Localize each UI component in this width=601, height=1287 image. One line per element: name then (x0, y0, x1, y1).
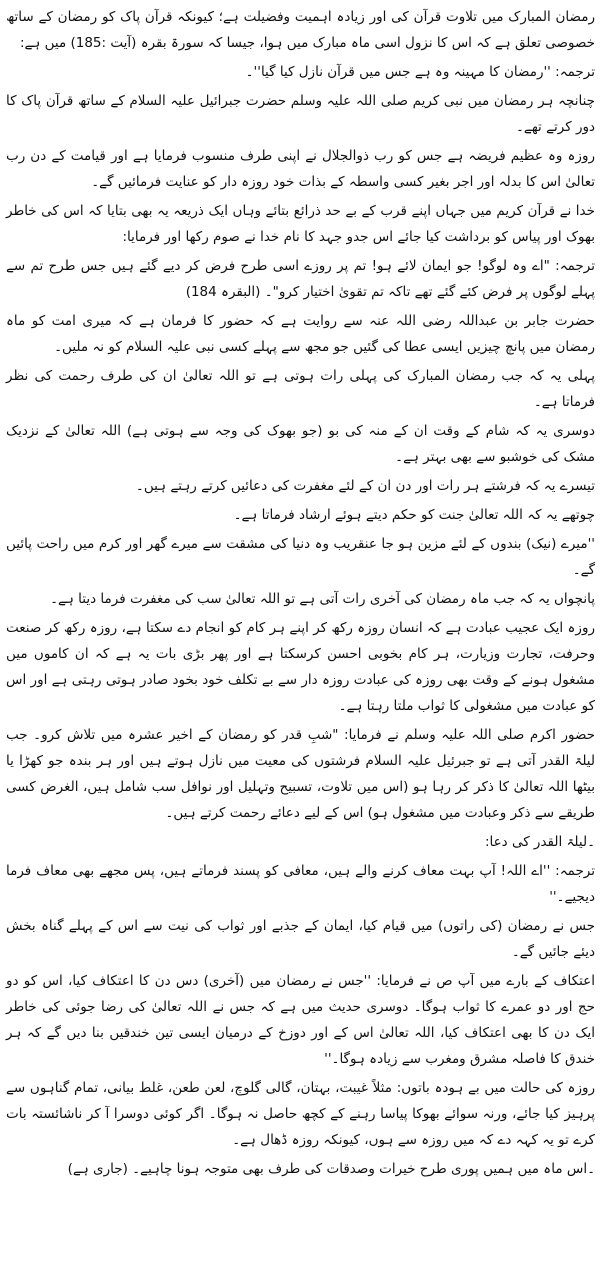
paragraph-jibril-recitation: چنانچہ ہر رمضان میں نبی کریم صلی اللہ علیہ وسلم حضرت جبرائیل علیہ السلام کے ساتھ قرآن پاک کا دور کرتے تھے۔ (6, 93, 595, 135)
paragraph-itikaf: اعتکاف کے بارے میں آپ ص نے فرمایا: ''جس نے رمضان میں (آخری) دس دن کا اعتکاف کیا، اس کو دو حج اور دو عمرے کا ثواب ہوگا۔ دوسری حدیث میں ہے کہ جس نے اللہ تعالیٰ کی رضا جوئی کی خاطر ایک دن کا بھی اعتکاف کیا، اللہ تعالیٰ اس کے اور دوزخ کے درمیان ایسی تین خندقیں بنا دیں گے کہ ہر خندق کا فاصلہ مشرق ومغرب سے زیادہ ہوگا۔'' (6, 973, 595, 1067)
paragraph-translation-baqarah-184: ترجمہ: "اے وہ لوگو! جو ایمان لائے ہو! تم پر روزے اسی طرح فرض کر دیے گئے ہیں جس طرح تم سے پہلے لوگوں پر فرض کئے گئے تھے تاکہ تم تقویٰ اختیار کرو"۔ (البقرہ 184) (6, 258, 595, 300)
paragraph-charity-continued: ۔اس ماہ میں ہمیں پوری طرح خیرات وصدقات کی طرف بھی متوجہ ہونا چاہیے۔ (جاری ہے) (67, 1161, 595, 1177)
paragraph-hunger-thirst: خدا نے قرآن کریم میں جہاں اپنے قرب کے بے حد ذرائع بتائے وہاں ایک ذریعہ یہ بھی بتایا کہ اس کی خاطر بھوک اور پیاس کو برداشت کیا جائے اس جدو جہد کا نام خدا نے صوم رکھا اور فرمایا: (6, 203, 595, 245)
paragraph-dua-translation: ترجمہ: ''اے اللہ! آپ بہت معاف کرنے والے ہیں، معافی کو پسند فرماتے ہیں، پس مجھے بھی معاف فرما دیجیے۔'' (6, 863, 595, 905)
paragraph-gift-second: دوسری یہ کہ شام کے وقت ان کے منہ کی بو (جو بھوک کی وجہ سے ہوتی ہے) اللہ تعالیٰ کے نزدیک مشک کی خوشبو سے بھی بہتر ہے۔ (6, 423, 595, 465)
paragraph-qiyam-ramadan: جس نے رمضان (کی راتوں) میں قیام کیا، ایمان کے جذبے اور ثواب کی نیت سے اس کے پہلے گناہ بخش دیئے جائیں گے۔ (6, 918, 595, 960)
paragraph-translation-quran-revealed: ترجمہ: ''رمضان کا مہینہ وہ ہے جس میں قرآن نازل کیا گیا''۔ (245, 64, 595, 80)
paragraph-gift-third: تیسرے یہ کہ فرشتے ہر رات اور دن ان کے لئے مغفرت کی دعائیں کرتے رہتے ہیں۔ (135, 478, 595, 494)
paragraph-gift-fifth: پانچواں یہ کہ جب ماہ رمضان کی آخری رات آتی ہے تو اللہ تعالیٰ سب کی مغفرت فرما دیتا ہے۔ (50, 591, 595, 607)
paragraph-fasting-great-obligation: روزہ وہ عظیم فریضہ ہے جس کو رب ذوالجلال نے اپنی طرف منسوب فرمایا ہے اور قیامت کے دن رب تعالیٰ اس کا بدلہ اور اجر بغیر کسی واسطہ کے بذات خود روزہ دار کو عنایت فرمائیں گے۔ (6, 148, 595, 190)
paragraph-avoid-sins: روزہ کی حالت میں بے ہودہ باتوں: مثلاً غیبت، بہتان، گالی گلوچ، لعن طعن، غلط بیانی، تمام گناہوں سے پرہیز کیا جائے، ورنہ سوائے بھوکا پیاسا رہنے کے کچھ حاصل نہ ہوگا۔ اگر کوئی دوسرا آ کر ناشائستہ بات کرے تو یہ کہہ دے کہ میں روزہ سے ہوں، کیونکہ روزہ ڈھال ہے۔ (6, 1080, 595, 1148)
paragraph-fasting-unique-worship: روزہ ایک عجیب عبادت ہے کہ انسان روزہ رکھ کر اپنے ہر کام کو انجام دے سکتا ہے، روزہ رکھ کر صنعت وحرفت، تجارت وزیارت، ہر کام بخوبی احسن کرسکتا ہے اور پھر بڑی بات یہ ہے کہ ان کاموں میں مشغول ہونے کے وقت بھی روزہ کی عبادت روزہ دار سے بے تکلف خود بخود صادر ہوتی رہتی ہے اور اس کو عبادت میں مشغولی کا ثواب ملتا رہتا ہے۔ (6, 620, 595, 714)
paragraph-quran-ramadan: رمضان المبارک میں تلاوت قرآن کی اور زیادہ اہمیت وفضیلت ہے؛ کیونکہ قرآن پاک کو رمضان کے ساتھ خصوصی تعلق ہے کہ اس کا نزول اسی ماہ مبارک میں ہوا، جیسا کہ سورۃ بقرہ (آیت :185) میں ہے: (6, 9, 595, 51)
paragraph-paradise-adorned: ''میرے (نیک) بندوں کے لئے مزین ہو جا عنقریب وہ دنیا کی مشقت سے میرے گھر اور کرم میں راحت پائیں گے۔ (6, 536, 595, 578)
paragraph-gift-first: پہلی یہ کہ جب رمضان المبارک کی پہلی رات ہوتی ہے تو اللہ تعالیٰ ان کی طرف رحمت کی نظر فرماتا ہے۔ (6, 368, 595, 410)
paragraph-hadith-five-gifts: حضرت جابر بن عبداللہ رضی اللہ عنہ سے روایت ہے کہ حضور کا فرمان ہے کہ میری امت کو ماہ رمضان میں پانچ چیزیں ایسی عطا کی گئیں جو مجھ سے پہلے کسی نبی علیہ السلام کو نہ ملیں۔ (6, 313, 595, 355)
paragraph-gift-fourth: چوتھے یہ کہ اللہ تعالیٰ جنت کو حکم دیتے ہوئے ارشاد فرماتا ہے۔ (233, 507, 595, 523)
paragraph-laylat-al-qadr-hadith: حضور اکرم صلی اللہ علیہ وسلم نے فرمایا: "شبِ قدر کو رمضان کے اخیر عشرہ میں تلاش کرو۔ جب لیلۃ القدر آتی ہے تو جبرئیل علیہ السلام فرشتوں کی معیت میں نازل ہوتے ہیں اور ہر بندہ جو کھڑا یا بیٹھا اللہ تعالیٰ کا ذکر کر رہا ہو (اس میں تلاوت، تسبیح وتہلیل اور نوافل سب شامل ہیں، الغرض کسی طریقے سے ذکر وعبادت میں مشغول ہو) اس کے لیے دعائے رحمت کرتے ہیں۔ (6, 727, 595, 821)
paragraph-laylat-al-qadr-dua-heading: ۔لیلۃ القدر کی دعا: (484, 834, 595, 850)
